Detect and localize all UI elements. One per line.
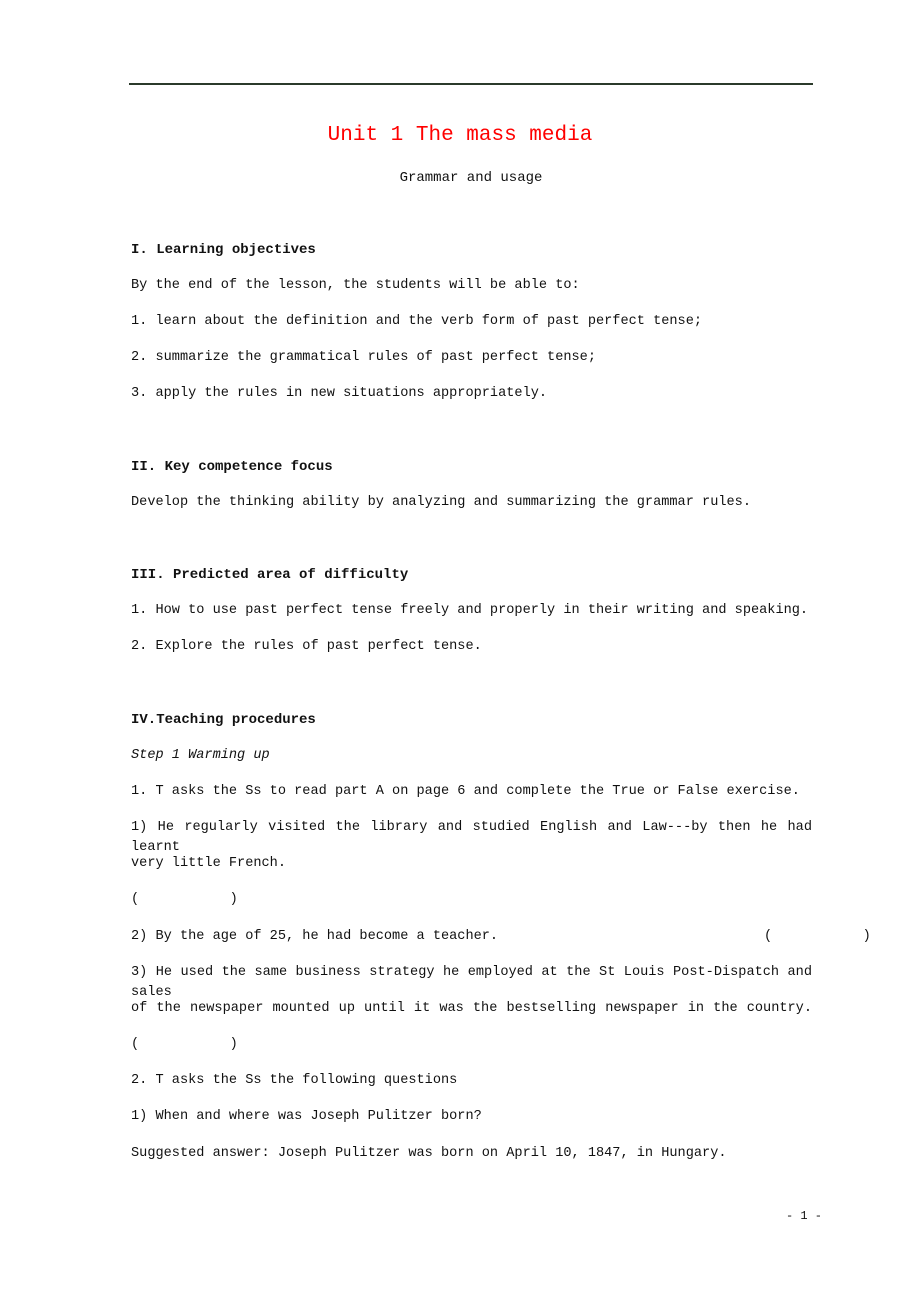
- section-heading: III. Predicted area of difficulty: [131, 567, 409, 583]
- question-line: 1) When and where was Joseph Pulitzer born?: [131, 1109, 482, 1124]
- list-item: 1. learn about the definition and the verb form of past perfect tense;: [131, 314, 703, 329]
- paragraph: Develop the thinking ability by analyzing and summarizing the grammar rules.: [131, 495, 751, 510]
- paragraph: 1. T asks the Ss to read part A on page 6 and complete the True or False exercise.: [131, 784, 800, 799]
- question-line: of the newspaper mounted up until it was the bestselling newspaper in the country.: [131, 1001, 812, 1016]
- page-number: - 1 -: [786, 1209, 823, 1223]
- question-line: 1) He regularly visited the library and studied English and Law---by then he had learnt: [131, 820, 812, 855]
- question-line: 2) By the age of 25, he had become a teacher.: [131, 929, 499, 944]
- answer-blank: ( ): [764, 929, 871, 944]
- answer-blank: ( ): [131, 892, 238, 907]
- section-heading: IV.Teaching procedures: [131, 712, 316, 728]
- list-item: 2. Explore the rules of past perfect tense.: [131, 639, 482, 654]
- section-heading: I. Learning objectives: [131, 242, 316, 258]
- list-item: 3. apply the rules in new situations appropriately.: [131, 386, 548, 401]
- suggested-answer: Suggested answer: Joseph Pulitzer was born on April 10, 1847, in Hungary.: [131, 1146, 727, 1161]
- paragraph: By the end of the lesson, the students will be able to:: [131, 278, 580, 293]
- document-title: Unit 1 The mass media: [327, 124, 593, 147]
- answer-blank: ( ): [131, 1037, 238, 1052]
- header-rule: [129, 83, 813, 85]
- step-heading: Step 1 Warming up: [131, 748, 270, 763]
- question-line: very little French.: [131, 856, 286, 871]
- list-item: 2. summarize the grammatical rules of past perfect tense;: [131, 350, 596, 365]
- document-subtitle: Grammar and usage: [399, 170, 543, 186]
- section-heading: II. Key competence focus: [131, 459, 333, 475]
- question-line: 3) He used the same business strategy he employed at the St Louis Post-Dispatch and sales: [131, 965, 812, 1000]
- list-item: 1. How to use past perfect tense freely and properly in their writing and speaking.: [131, 603, 809, 618]
- paragraph: 2. T asks the Ss the following questions: [131, 1073, 458, 1088]
